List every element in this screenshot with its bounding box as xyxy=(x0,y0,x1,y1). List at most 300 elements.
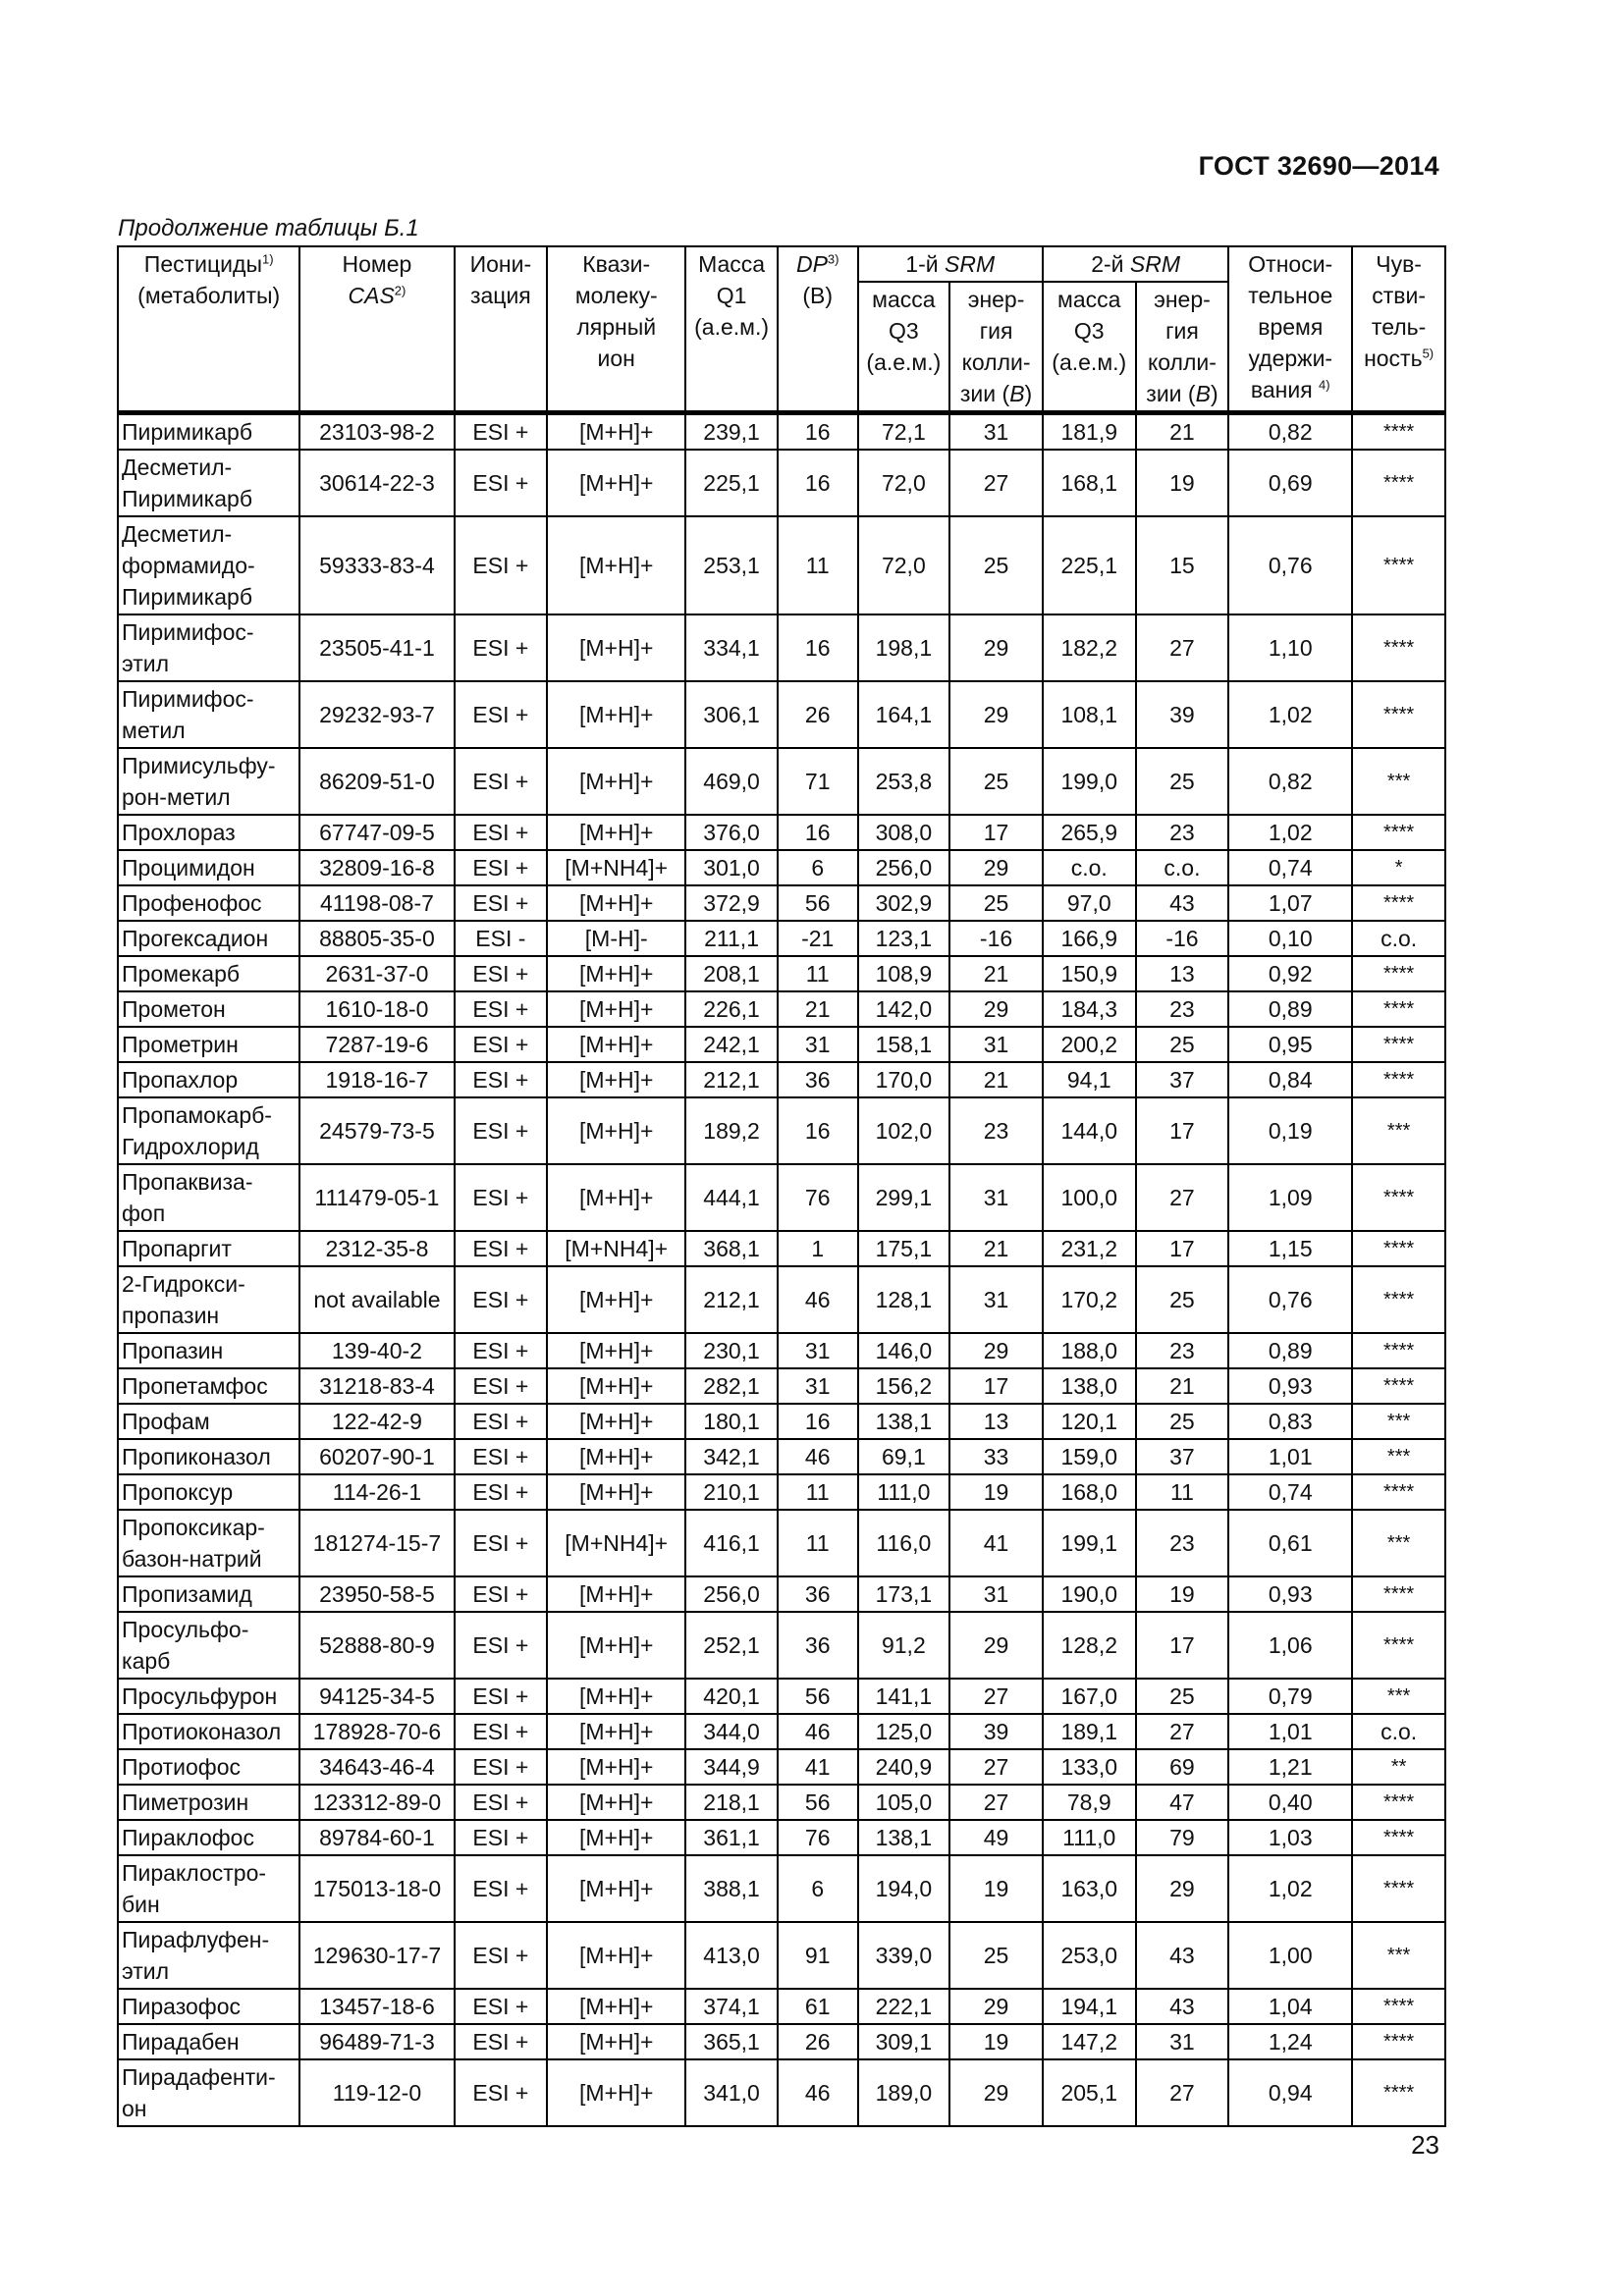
cell-srm2-energy: -16 xyxy=(1136,921,1229,956)
cell-relative-time: 1,10 xyxy=(1228,614,1352,681)
cell-srm1-mass: 102,0 xyxy=(858,1097,950,1164)
cell-dp: 41 xyxy=(778,1749,858,1785)
cell-sensitivity: **** xyxy=(1352,1785,1445,1820)
cell-dp: 16 xyxy=(778,450,858,516)
cell-srm1-mass: 108,9 xyxy=(858,956,950,991)
cell-relative-time: 0,84 xyxy=(1228,1062,1352,1097)
table-caption: Продолжение таблицы Б.1 xyxy=(118,215,419,241)
cell-relative-time: 0,83 xyxy=(1228,1404,1352,1439)
header-quasi-ion: Квази- молеку- лярный ион xyxy=(547,246,685,413)
cell-relative-time: 0,92 xyxy=(1228,956,1352,991)
cell-ionization: ESI + xyxy=(455,815,548,850)
cell-name: Пиримикарб xyxy=(118,413,299,451)
table-row xyxy=(118,1097,1445,1164)
cell-dp: 1 xyxy=(778,1231,858,1266)
cell-srm2-energy: 23 xyxy=(1136,1333,1229,1368)
cell-mass-q1: 180,1 xyxy=(685,1404,778,1439)
cell-name: Прохлораз xyxy=(118,815,299,850)
cell-sensitivity: **** xyxy=(1352,1576,1445,1612)
cell-srm2-energy: 39 xyxy=(1136,681,1229,748)
cell-mass-q1: 225,1 xyxy=(685,450,778,516)
header-sensitivity: Чув- стви- тель- ность$^{5)}$ xyxy=(1352,246,1445,413)
cell-dp: 61 xyxy=(778,1989,858,2024)
cell-name: Протиоконазол xyxy=(118,1714,299,1749)
table-row xyxy=(118,1164,1445,1231)
cell-dp: 46 xyxy=(778,2059,858,2126)
table-row xyxy=(118,1439,1445,1474)
cell-name: Профенофос xyxy=(118,885,299,921)
cell-name: Пропизамид xyxy=(118,1576,299,1612)
cell-sensitivity: **** xyxy=(1352,1062,1445,1097)
table-row xyxy=(118,1576,1445,1612)
cell-mass-q1: 344,9 xyxy=(685,1749,778,1785)
cell-srm2-energy: 17 xyxy=(1136,1612,1229,1679)
cell-sensitivity: **** xyxy=(1352,885,1445,921)
cell-ionization: ESI + xyxy=(455,1855,548,1922)
cell-srm2-mass: 163,0 xyxy=(1043,1855,1136,1922)
cell-name: Пиразофос xyxy=(118,1989,299,2024)
cell-srm1-energy: 25 xyxy=(949,748,1043,815)
cell-name: Промекарб xyxy=(118,956,299,991)
cell-name: Пиримифос- метил xyxy=(118,681,299,748)
cell-srm2-mass: 225,1 xyxy=(1043,516,1136,614)
cell-name: Пропаквиза- фоп xyxy=(118,1164,299,1231)
cell-name: Пропазин xyxy=(118,1333,299,1368)
cell-quasi-ion: [M+H]+ xyxy=(547,516,685,614)
cell-quasi-ion: [M+H]+ xyxy=(547,1474,685,1510)
cell-relative-time: 1,02 xyxy=(1228,815,1352,850)
cell-srm2-energy: 13 xyxy=(1136,956,1229,991)
cell-srm2-mass: 144,0 xyxy=(1043,1097,1136,1164)
cell-mass-q1: 226,1 xyxy=(685,991,778,1027)
cell-relative-time: 0,89 xyxy=(1228,1333,1352,1368)
cell-quasi-ion: [M+H]+ xyxy=(547,1922,685,1989)
cell-srm1-mass: 146,0 xyxy=(858,1333,950,1368)
cell-sensitivity: **** xyxy=(1352,1820,1445,1855)
cell-srm2-mass: 205,1 xyxy=(1043,2059,1136,2126)
cell-mass-q1: 469,0 xyxy=(685,748,778,815)
cell-cas: 129630-17-7 xyxy=(299,1922,454,1989)
cell-cas: 32809-16-8 xyxy=(299,850,454,885)
cell-srm2-mass: 167,0 xyxy=(1043,1679,1136,1714)
cell-ionization: ESI + xyxy=(455,2024,548,2059)
table-row xyxy=(118,1679,1445,1714)
table-row xyxy=(118,850,1445,885)
cell-name: Десметил- формамидо- Пиримикарб xyxy=(118,516,299,614)
table-row xyxy=(118,815,1445,850)
cell-name: Примисульфу- рон-метил xyxy=(118,748,299,815)
cell-srm2-mass: 108,1 xyxy=(1043,681,1136,748)
cell-name: Просульфурон xyxy=(118,1679,299,1714)
cell-srm2-mass: 94,1 xyxy=(1043,1062,1136,1097)
cell-srm1-energy: 29 xyxy=(949,991,1043,1027)
cell-dp: 56 xyxy=(778,885,858,921)
cell-sensitivity: **** xyxy=(1352,1027,1445,1062)
cell-ionization: ESI - xyxy=(455,921,548,956)
cell-sensitivity: **** xyxy=(1352,1231,1445,1266)
cell-srm2-energy: 43 xyxy=(1136,885,1229,921)
header-dp: DP$^{3)}$ (В) xyxy=(778,246,858,413)
cell-srm2-energy: 21 xyxy=(1136,1368,1229,1404)
cell-relative-time: 1,21 xyxy=(1228,1749,1352,1785)
cell-name: Пирадабен xyxy=(118,2024,299,2059)
cell-ionization: ESI + xyxy=(455,1612,548,1679)
cell-ionization: ESI + xyxy=(455,450,548,516)
cell-sensitivity: **** xyxy=(1352,1855,1445,1922)
cell-dp: 11 xyxy=(778,956,858,991)
cell-ionization: ESI + xyxy=(455,850,548,885)
cell-relative-time: 1,02 xyxy=(1228,681,1352,748)
cell-mass-q1: 341,0 xyxy=(685,2059,778,2126)
cell-srm2-energy: 17 xyxy=(1136,1231,1229,1266)
cell-sensitivity: **** xyxy=(1352,516,1445,614)
cell-name: Протиофос xyxy=(118,1749,299,1785)
cell-srm2-mass: 199,0 xyxy=(1043,748,1136,815)
cell-dp: 36 xyxy=(778,1062,858,1097)
table-row xyxy=(118,1368,1445,1404)
cell-cas: 123312-89-0 xyxy=(299,1785,454,1820)
cell-cas: 7287-19-6 xyxy=(299,1027,454,1062)
table-row xyxy=(118,681,1445,748)
cell-dp: 31 xyxy=(778,1333,858,1368)
cell-cas: 88805-35-0 xyxy=(299,921,454,956)
cell-dp: 16 xyxy=(778,614,858,681)
cell-sensitivity: **** xyxy=(1352,2059,1445,2126)
table-row xyxy=(118,614,1445,681)
cell-srm2-mass: 231,2 xyxy=(1043,1231,1136,1266)
cell-sensitivity: *** xyxy=(1352,1679,1445,1714)
cell-sensitivity: **** xyxy=(1352,681,1445,748)
cell-srm2-energy: 19 xyxy=(1136,1576,1229,1612)
cell-srm2-energy: 19 xyxy=(1136,450,1229,516)
cell-cas: 67747-09-5 xyxy=(299,815,454,850)
cell-ionization: ESI + xyxy=(455,1474,548,1510)
cell-srm2-energy: 29 xyxy=(1136,1855,1229,1922)
cell-srm1-energy: 31 xyxy=(949,1164,1043,1231)
cell-mass-q1: 306,1 xyxy=(685,681,778,748)
table-row xyxy=(118,1333,1445,1368)
cell-quasi-ion: [M-H]- xyxy=(547,921,685,956)
cell-mass-q1: 208,1 xyxy=(685,956,778,991)
cell-cas: 1918-16-7 xyxy=(299,1062,454,1097)
cell-mass-q1: 413,0 xyxy=(685,1922,778,1989)
document-code: ГОСТ 32690—2014 xyxy=(1198,151,1439,181)
cell-name: Профам xyxy=(118,1404,299,1439)
cell-cas: 23103-98-2 xyxy=(299,413,454,451)
cell-quasi-ion: [M+H]+ xyxy=(547,1989,685,2024)
cell-sensitivity: **** xyxy=(1352,1474,1445,1510)
cell-srm2-energy: 25 xyxy=(1136,1679,1229,1714)
cell-sensitivity: **** xyxy=(1352,1164,1445,1231)
cell-quasi-ion: [M+H]+ xyxy=(547,1097,685,1164)
cell-quasi-ion: [M+H]+ xyxy=(547,956,685,991)
cell-cas: 31218-83-4 xyxy=(299,1368,454,1404)
cell-relative-time: 0,19 xyxy=(1228,1097,1352,1164)
cell-name: Пропамокарб- Гидрохлорид xyxy=(118,1097,299,1164)
cell-relative-time: 0,82 xyxy=(1228,748,1352,815)
cell-name: Пиримифос- этил xyxy=(118,614,299,681)
cell-mass-q1: 344,0 xyxy=(685,1714,778,1749)
cell-srm1-energy: 29 xyxy=(949,614,1043,681)
cell-dp: 36 xyxy=(778,1576,858,1612)
cell-name: Пирадафенти- он xyxy=(118,2059,299,2126)
cell-srm1-mass: 141,1 xyxy=(858,1679,950,1714)
cell-quasi-ion: [M+H]+ xyxy=(547,1266,685,1333)
cell-sensitivity: *** xyxy=(1352,1097,1445,1164)
cell-cas: 181274-15-7 xyxy=(299,1510,454,1576)
cell-srm1-energy: 31 xyxy=(949,1576,1043,1612)
cell-quasi-ion: [M+H]+ xyxy=(547,614,685,681)
cell-dp: 56 xyxy=(778,1785,858,1820)
cell-name: Пирафлуфен- этил xyxy=(118,1922,299,1989)
table-row xyxy=(118,1510,1445,1576)
table-row xyxy=(118,885,1445,921)
table-row xyxy=(118,1714,1445,1749)
cell-sensitivity: *** xyxy=(1352,1922,1445,1989)
table-row xyxy=(118,516,1445,614)
cell-dp: 31 xyxy=(778,1368,858,1404)
cell-srm2-mass: 181,9 xyxy=(1043,413,1136,451)
cell-srm1-mass: 138,1 xyxy=(858,1820,950,1855)
cell-quasi-ion: [M+H]+ xyxy=(547,1333,685,1368)
cell-srm1-energy: 49 xyxy=(949,1820,1043,1855)
cell-srm1-mass: 128,1 xyxy=(858,1266,950,1333)
table-header xyxy=(118,246,1445,413)
cell-sensitivity: **** xyxy=(1352,956,1445,991)
cell-sensitivity: *** xyxy=(1352,1510,1445,1576)
cell-srm2-mass: 138,0 xyxy=(1043,1368,1136,1404)
cell-mass-q1: 210,1 xyxy=(685,1474,778,1510)
cell-mass-q1: 374,1 xyxy=(685,1989,778,2024)
cell-mass-q1: 368,1 xyxy=(685,1231,778,1266)
cell-dp: 16 xyxy=(778,815,858,850)
cell-srm1-mass: 175,1 xyxy=(858,1231,950,1266)
cell-relative-time: 1,01 xyxy=(1228,1714,1352,1749)
cell-srm1-energy: -16 xyxy=(949,921,1043,956)
header-pesticide: Пестициды$^{1)}$ (метаболиты) xyxy=(118,246,299,413)
cell-name: Пропетамфос xyxy=(118,1368,299,1404)
cell-sensitivity: **** xyxy=(1352,1333,1445,1368)
cell-srm2-mass: 168,1 xyxy=(1043,450,1136,516)
cell-srm1-energy: 27 xyxy=(949,450,1043,516)
cell-dp: -21 xyxy=(778,921,858,956)
table-row xyxy=(118,956,1445,991)
cell-srm2-energy: 25 xyxy=(1136,748,1229,815)
cell-srm1-energy: 19 xyxy=(949,1855,1043,1922)
cell-name: Прогексадион xyxy=(118,921,299,956)
cell-srm2-mass: 147,2 xyxy=(1043,2024,1136,2059)
cell-dp: 11 xyxy=(778,1474,858,1510)
cell-srm1-energy: 29 xyxy=(949,1333,1043,1368)
cell-name: Пропахлор xyxy=(118,1062,299,1097)
cell-mass-q1: 365,1 xyxy=(685,2024,778,2059)
header-srm2: 2-й SRM xyxy=(1043,246,1228,282)
cell-name: Просульфо- карб xyxy=(118,1612,299,1679)
cell-srm1-energy: 29 xyxy=(949,1612,1043,1679)
header-ionization: Иони- зация xyxy=(455,246,548,413)
cell-srm2-energy: 43 xyxy=(1136,1922,1229,1989)
cell-sensitivity: ** xyxy=(1352,1749,1445,1785)
header-srm2-energy: энер- гия колли- зии (В) xyxy=(1136,282,1229,413)
cell-srm2-energy: 25 xyxy=(1136,1404,1229,1439)
cell-cas: 89784-60-1 xyxy=(299,1820,454,1855)
cell-cas: 23950-58-5 xyxy=(299,1576,454,1612)
cell-cas: 86209-51-0 xyxy=(299,748,454,815)
cell-srm2-mass: 182,2 xyxy=(1043,614,1136,681)
cell-sensitivity: **** xyxy=(1352,1266,1445,1333)
cell-name: Пропиконазол xyxy=(118,1439,299,1474)
cell-ionization: ESI + xyxy=(455,1576,548,1612)
cell-srm1-energy: 13 xyxy=(949,1404,1043,1439)
cell-mass-q1: 376,0 xyxy=(685,815,778,850)
header-cas: Номер CAS$^{2)}$ xyxy=(299,246,454,413)
cell-srm2-mass: 253,0 xyxy=(1043,1922,1136,1989)
cell-srm2-energy: 21 xyxy=(1136,413,1229,451)
table-row xyxy=(118,1785,1445,1820)
cell-cas: 24579-73-5 xyxy=(299,1097,454,1164)
cell-srm1-energy: 17 xyxy=(949,815,1043,850)
cell-ionization: ESI + xyxy=(455,1679,548,1714)
cell-quasi-ion: [M+H]+ xyxy=(547,1027,685,1062)
cell-ionization: ESI + xyxy=(455,1368,548,1404)
cell-srm2-energy: 47 xyxy=(1136,1785,1229,1820)
cell-quasi-ion: [M+H]+ xyxy=(547,1164,685,1231)
cell-quasi-ion: [M+H]+ xyxy=(547,413,685,451)
cell-sensitivity: **** xyxy=(1352,450,1445,516)
cell-srm2-energy: 17 xyxy=(1136,1097,1229,1164)
cell-name: Десметил- Пиримикарб xyxy=(118,450,299,516)
cell-ionization: ESI + xyxy=(455,1164,548,1231)
cell-dp: 26 xyxy=(778,2024,858,2059)
cell-srm2-energy: 27 xyxy=(1136,1164,1229,1231)
header-srm1: 1-й SRM xyxy=(858,246,1043,282)
cell-srm2-mass: 168,0 xyxy=(1043,1474,1136,1510)
cell-srm2-energy: 43 xyxy=(1136,1989,1229,2024)
table-row xyxy=(118,1749,1445,1785)
cell-name: Прометон xyxy=(118,991,299,1027)
cell-relative-time: 1,02 xyxy=(1228,1855,1352,1922)
cell-srm2-energy: 69 xyxy=(1136,1749,1229,1785)
cell-relative-time: 0,89 xyxy=(1228,991,1352,1027)
cell-srm2-mass: 159,0 xyxy=(1043,1439,1136,1474)
cell-cas: 94125-34-5 xyxy=(299,1679,454,1714)
cell-ionization: ESI + xyxy=(455,1510,548,1576)
cell-ionization: ESI + xyxy=(455,1062,548,1097)
cell-srm1-energy: 33 xyxy=(949,1439,1043,1474)
cell-relative-time: 1,01 xyxy=(1228,1439,1352,1474)
cell-srm2-mass: 120,1 xyxy=(1043,1404,1136,1439)
cell-srm1-mass: 222,1 xyxy=(858,1989,950,2024)
cell-sensitivity: с.о. xyxy=(1352,1714,1445,1749)
cell-srm2-energy: 11 xyxy=(1136,1474,1229,1510)
cell-name: 2-Гидрокси- пропазин xyxy=(118,1266,299,1333)
cell-quasi-ion: [M+H]+ xyxy=(547,1855,685,1922)
cell-ionization: ESI + xyxy=(455,2059,548,2126)
table-row xyxy=(118,1266,1445,1333)
cell-srm1-energy: 29 xyxy=(949,2059,1043,2126)
cell-srm2-mass: 166,9 xyxy=(1043,921,1136,956)
cell-relative-time: 0,61 xyxy=(1228,1510,1352,1576)
cell-srm1-mass: 156,2 xyxy=(858,1368,950,1404)
cell-ionization: ESI + xyxy=(455,413,548,451)
cell-dp: 16 xyxy=(778,1404,858,1439)
cell-srm1-energy: 25 xyxy=(949,1922,1043,1989)
cell-srm1-energy: 27 xyxy=(949,1785,1043,1820)
cell-quasi-ion: [M+H]+ xyxy=(547,1368,685,1404)
cell-cas: 52888-80-9 xyxy=(299,1612,454,1679)
cell-srm1-mass: 142,0 xyxy=(858,991,950,1027)
cell-relative-time: 0,95 xyxy=(1228,1027,1352,1062)
cell-quasi-ion: [M+NH4]+ xyxy=(547,850,685,885)
cell-ionization: ESI + xyxy=(455,956,548,991)
header-srm1-energy: энер- гия колли- зии (В) xyxy=(949,282,1043,413)
cell-srm1-mass: 116,0 xyxy=(858,1510,950,1576)
cell-ionization: ESI + xyxy=(455,748,548,815)
cell-dp: 71 xyxy=(778,748,858,815)
cell-dp: 36 xyxy=(778,1612,858,1679)
cell-name: Пираклофос xyxy=(118,1820,299,1855)
cell-srm1-mass: 308,0 xyxy=(858,815,950,850)
cell-srm2-mass: с.о. xyxy=(1043,850,1136,885)
cell-quasi-ion: [M+H]+ xyxy=(547,1679,685,1714)
cell-cas: 41198-08-7 xyxy=(299,885,454,921)
cell-srm2-mass: 150,9 xyxy=(1043,956,1136,991)
cell-srm1-mass: 198,1 xyxy=(858,614,950,681)
cell-cas: 2312-35-8 xyxy=(299,1231,454,1266)
cell-name: Пропоксикар- базон-натрий xyxy=(118,1510,299,1576)
cell-srm1-mass: 138,1 xyxy=(858,1404,950,1439)
cell-quasi-ion: [M+H]+ xyxy=(547,1612,685,1679)
table-row xyxy=(118,748,1445,815)
cell-srm2-energy: 15 xyxy=(1136,516,1229,614)
cell-sensitivity: **** xyxy=(1352,1368,1445,1404)
cell-cas: 34643-46-4 xyxy=(299,1749,454,1785)
cell-dp: 31 xyxy=(778,1027,858,1062)
table-row xyxy=(118,450,1445,516)
cell-quasi-ion: [M+H]+ xyxy=(547,815,685,850)
cell-sensitivity: **** xyxy=(1352,815,1445,850)
cell-srm2-energy: 37 xyxy=(1136,1439,1229,1474)
cell-relative-time: 0,93 xyxy=(1228,1368,1352,1404)
cell-srm2-mass: 170,2 xyxy=(1043,1266,1136,1333)
cell-quasi-ion: [M+H]+ xyxy=(547,1576,685,1612)
cell-quasi-ion: [M+H]+ xyxy=(547,2024,685,2059)
cell-mass-q1: 444,1 xyxy=(685,1164,778,1231)
cell-ionization: ESI + xyxy=(455,1097,548,1164)
cell-mass-q1: 230,1 xyxy=(685,1333,778,1368)
table-row xyxy=(118,1062,1445,1097)
cell-mass-q1: 420,1 xyxy=(685,1679,778,1714)
table-row xyxy=(118,921,1445,956)
cell-srm1-mass: 170,0 xyxy=(858,1062,950,1097)
cell-mass-q1: 372,9 xyxy=(685,885,778,921)
table-row xyxy=(118,1231,1445,1266)
cell-dp: 11 xyxy=(778,1510,858,1576)
table-row xyxy=(118,413,1445,451)
cell-relative-time: 0,10 xyxy=(1228,921,1352,956)
cell-mass-q1: 342,1 xyxy=(685,1439,778,1474)
cell-srm2-energy: 27 xyxy=(1136,614,1229,681)
cell-sensitivity: **** xyxy=(1352,413,1445,451)
cell-relative-time: 0,69 xyxy=(1228,450,1352,516)
cell-srm1-energy: 27 xyxy=(949,1749,1043,1785)
cell-srm1-energy: 19 xyxy=(949,1474,1043,1510)
cell-srm1-mass: 164,1 xyxy=(858,681,950,748)
cell-dp: 76 xyxy=(778,1164,858,1231)
cell-mass-q1: 242,1 xyxy=(685,1027,778,1062)
cell-srm2-energy: 79 xyxy=(1136,1820,1229,1855)
cell-cas: 2631-37-0 xyxy=(299,956,454,991)
